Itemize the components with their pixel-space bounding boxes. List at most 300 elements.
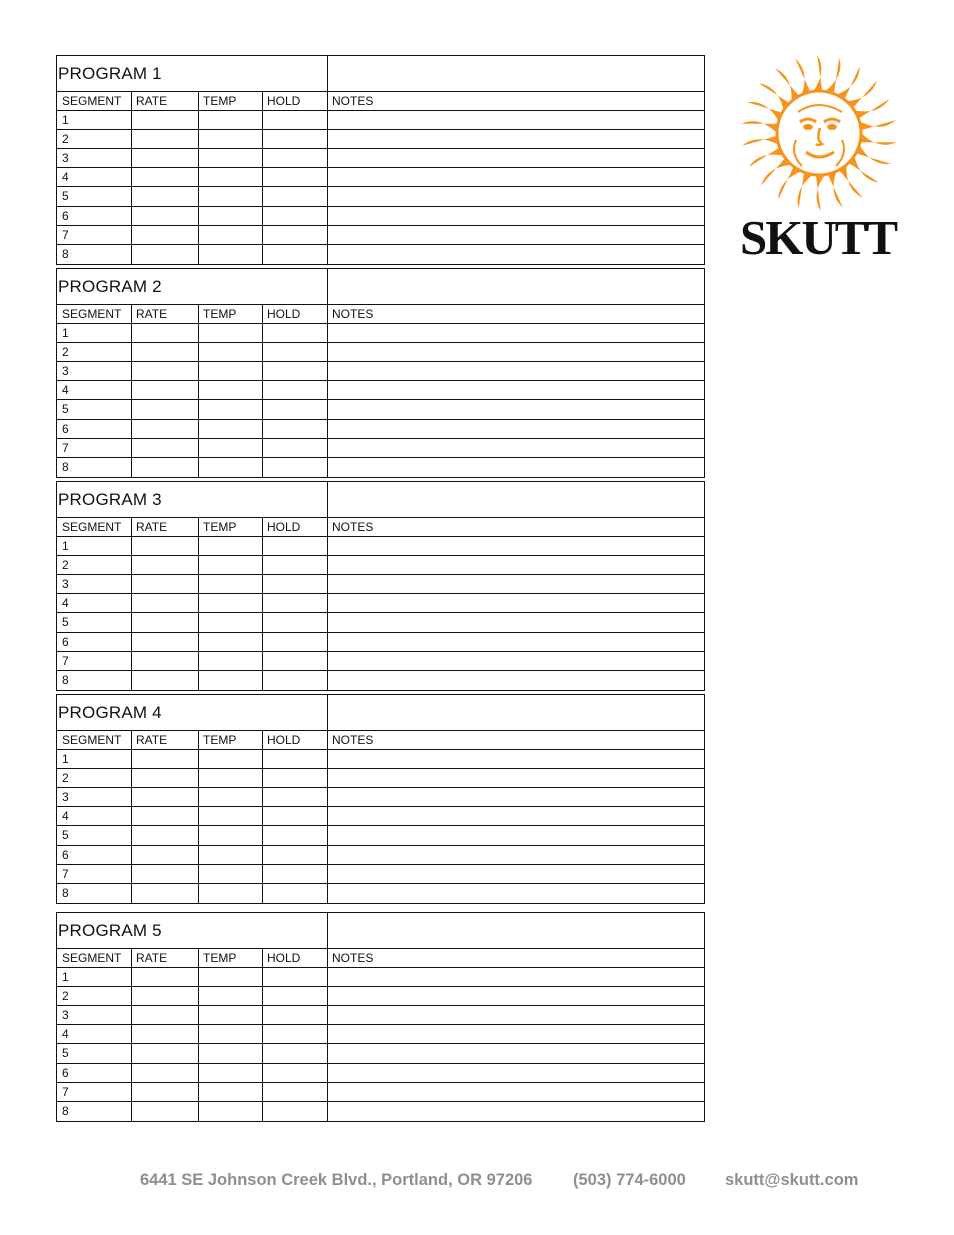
temp-cell[interactable] xyxy=(199,633,263,651)
table-row xyxy=(57,400,704,419)
column-header-temp: TEMP xyxy=(199,949,263,967)
hold-cell[interactable] xyxy=(263,439,328,457)
hold-cell[interactable] xyxy=(263,807,328,825)
notes-cell[interactable] xyxy=(328,1006,704,1024)
rate-cell[interactable] xyxy=(132,671,199,690)
column-header-row xyxy=(57,731,704,750)
notes-cell[interactable] xyxy=(328,575,704,593)
hold-cell[interactable] xyxy=(263,633,328,651)
temp-cell[interactable] xyxy=(199,968,263,986)
notes-cell[interactable] xyxy=(328,381,704,399)
segment-number: 4 xyxy=(57,807,132,825)
segment-number: 6 xyxy=(57,207,132,225)
segment-number: 3 xyxy=(57,362,132,380)
notes-cell[interactable] xyxy=(328,1083,704,1101)
segment-number: 3 xyxy=(57,149,132,167)
footer-contact xyxy=(0,1168,954,1192)
segment-number: 2 xyxy=(57,769,132,787)
table-row xyxy=(57,149,704,168)
program-table xyxy=(56,912,705,1122)
column-header-rate: RATE xyxy=(132,731,199,749)
sun-ray xyxy=(742,136,779,146)
program-title: PROGRAM 4 xyxy=(57,695,328,730)
segment-number: 8 xyxy=(57,884,132,903)
hold-cell[interactable] xyxy=(263,1064,328,1082)
program-table xyxy=(56,694,705,904)
hold-cell[interactable] xyxy=(263,111,328,129)
hold-cell[interactable] xyxy=(263,420,328,438)
notes-cell[interactable] xyxy=(328,149,704,167)
hold-cell[interactable] xyxy=(263,245,328,264)
segment-number: 3 xyxy=(57,575,132,593)
hold-cell[interactable] xyxy=(263,1025,328,1043)
sun-ray xyxy=(749,147,784,167)
sun-ray xyxy=(859,120,896,130)
sun-ray xyxy=(798,172,813,208)
rate-cell[interactable] xyxy=(132,987,199,1005)
hold-cell[interactable] xyxy=(263,826,328,844)
hold-cell[interactable] xyxy=(263,846,328,864)
notes-cell[interactable] xyxy=(328,1064,704,1082)
rate-cell[interactable] xyxy=(132,381,199,399)
program-table xyxy=(56,481,705,691)
segment-number: 1 xyxy=(57,537,132,555)
rate-cell[interactable] xyxy=(132,207,199,225)
table-row xyxy=(57,537,704,556)
temp-cell[interactable] xyxy=(199,769,263,787)
table-row xyxy=(57,613,704,632)
column-header-segment: SEGMENT xyxy=(57,518,132,536)
column-header-hold: HOLD xyxy=(263,731,328,749)
table-row xyxy=(57,788,704,807)
notes-cell[interactable] xyxy=(328,111,704,129)
temp-cell[interactable] xyxy=(199,400,263,418)
rate-cell[interactable] xyxy=(132,168,199,186)
temp-cell[interactable] xyxy=(199,846,263,864)
temp-cell[interactable] xyxy=(199,1083,263,1101)
column-header-row xyxy=(57,92,704,111)
column-header-rate: RATE xyxy=(132,305,199,323)
column-header-rate: RATE xyxy=(132,518,199,536)
temp-cell[interactable] xyxy=(199,671,263,690)
hold-cell[interactable] xyxy=(263,362,328,380)
notes-cell[interactable] xyxy=(328,750,704,768)
rate-cell[interactable] xyxy=(132,807,199,825)
column-header-segment: SEGMENT xyxy=(57,731,132,749)
segment-number: 4 xyxy=(57,168,132,186)
column-header-temp: TEMP xyxy=(199,92,263,110)
hold-cell[interactable] xyxy=(263,788,328,806)
program-header xyxy=(57,695,704,731)
hold-cell[interactable] xyxy=(263,652,328,670)
segment-number: 1 xyxy=(57,750,132,768)
segment-number: 7 xyxy=(57,226,132,244)
temp-cell[interactable] xyxy=(199,111,263,129)
temp-cell[interactable] xyxy=(199,556,263,574)
column-header-hold: HOLD xyxy=(263,518,328,536)
hold-cell[interactable] xyxy=(263,556,328,574)
rate-cell[interactable] xyxy=(132,865,199,883)
segment-number: 6 xyxy=(57,420,132,438)
table-row xyxy=(57,1102,704,1121)
rate-cell[interactable] xyxy=(132,149,199,167)
notes-cell[interactable] xyxy=(328,1025,704,1043)
notes-cell[interactable] xyxy=(328,807,704,825)
column-header-segment: SEGMENT xyxy=(57,305,132,323)
program-name-field[interactable] xyxy=(328,482,704,517)
table-row xyxy=(57,420,704,439)
program-name-field[interactable] xyxy=(328,56,704,91)
segment-number: 2 xyxy=(57,343,132,361)
rate-cell[interactable] xyxy=(132,884,199,903)
notes-cell[interactable] xyxy=(328,537,704,555)
temp-cell[interactable] xyxy=(199,987,263,1005)
column-header-temp: TEMP xyxy=(199,518,263,536)
temp-cell[interactable] xyxy=(199,420,263,438)
rate-cell[interactable] xyxy=(132,343,199,361)
segment-number: 5 xyxy=(57,400,132,418)
notes-cell[interactable] xyxy=(328,439,704,457)
table-row xyxy=(57,556,704,575)
rate-cell[interactable] xyxy=(132,111,199,129)
rate-cell[interactable] xyxy=(132,458,199,477)
hold-cell[interactable] xyxy=(263,1044,328,1062)
rate-cell[interactable] xyxy=(132,400,199,418)
segment-number: 2 xyxy=(57,130,132,148)
rate-cell[interactable] xyxy=(132,226,199,244)
notes-cell[interactable] xyxy=(328,130,704,148)
column-header-row xyxy=(57,305,704,324)
notes-cell[interactable] xyxy=(328,245,704,264)
hold-cell[interactable] xyxy=(263,968,328,986)
sun-ray xyxy=(825,58,840,94)
notes-cell[interactable] xyxy=(328,826,704,844)
column-header-rate: RATE xyxy=(132,92,199,110)
segment-number: 5 xyxy=(57,826,132,844)
table-row xyxy=(57,1064,704,1083)
sun-ray xyxy=(854,99,889,119)
program-header xyxy=(57,913,704,949)
hold-cell[interactable] xyxy=(263,671,328,690)
notes-cell[interactable] xyxy=(328,671,704,690)
segment-number: 5 xyxy=(57,613,132,631)
temp-cell[interactable] xyxy=(199,575,263,593)
rate-cell[interactable] xyxy=(132,594,199,612)
rate-cell[interactable] xyxy=(132,1083,199,1101)
segment-number: 8 xyxy=(57,671,132,690)
table-row xyxy=(57,884,704,903)
segment-number: 5 xyxy=(57,1044,132,1062)
column-header-notes: NOTES xyxy=(332,733,374,747)
rate-cell[interactable] xyxy=(132,420,199,438)
temp-cell[interactable] xyxy=(199,865,263,883)
temp-cell[interactable] xyxy=(199,826,263,844)
column-header-hold: HOLD xyxy=(263,949,328,967)
rate-cell[interactable] xyxy=(132,245,199,264)
temp-cell[interactable] xyxy=(199,130,263,148)
notes-cell[interactable] xyxy=(328,1044,704,1062)
table-row xyxy=(57,245,704,264)
notes-cell[interactable] xyxy=(328,865,704,883)
table-row xyxy=(57,362,704,381)
hold-cell[interactable] xyxy=(263,381,328,399)
notes-cell[interactable] xyxy=(328,769,704,787)
segment-number: 2 xyxy=(57,556,132,574)
notes-cell[interactable] xyxy=(328,324,704,342)
rate-cell[interactable] xyxy=(132,769,199,787)
temp-cell[interactable] xyxy=(199,594,263,612)
notes-cell[interactable] xyxy=(328,400,704,418)
hold-cell[interactable] xyxy=(263,865,328,883)
temp-cell[interactable] xyxy=(199,207,263,225)
table-row xyxy=(57,439,704,458)
segment-number: 6 xyxy=(57,846,132,864)
table-row xyxy=(57,168,704,187)
table-row xyxy=(57,381,704,400)
rate-cell[interactable] xyxy=(132,613,199,631)
notes-cell[interactable] xyxy=(328,633,704,651)
column-header-notes: NOTES xyxy=(332,307,374,321)
temp-cell[interactable] xyxy=(199,537,263,555)
table-row xyxy=(57,968,704,987)
notes-cell[interactable] xyxy=(328,846,704,864)
sun-ray xyxy=(860,133,896,145)
hold-cell[interactable] xyxy=(263,130,328,148)
program-name-field[interactable] xyxy=(328,913,704,948)
segment-number: 6 xyxy=(57,1064,132,1082)
rate-cell[interactable] xyxy=(132,324,199,342)
footer-address: 6441 SE Johnson Creek Blvd., Portland, OR 97206 xyxy=(140,1171,533,1189)
hold-cell[interactable] xyxy=(263,149,328,167)
notes-cell[interactable] xyxy=(328,1102,704,1121)
program-header xyxy=(57,269,704,305)
notes-cell[interactable] xyxy=(328,207,704,225)
program-name-field[interactable] xyxy=(328,269,704,304)
temp-cell[interactable] xyxy=(199,343,263,361)
temp-cell[interactable] xyxy=(199,458,263,477)
column-header-rate: RATE xyxy=(132,949,199,967)
program-title: PROGRAM 1 xyxy=(57,56,328,91)
notes-cell[interactable] xyxy=(328,968,704,986)
table-row xyxy=(57,826,704,845)
hold-cell[interactable] xyxy=(263,594,328,612)
notes-cell[interactable] xyxy=(328,652,704,670)
notes-cell[interactable] xyxy=(328,987,704,1005)
segment-number: 1 xyxy=(57,968,132,986)
hold-cell[interactable] xyxy=(263,750,328,768)
hold-cell[interactable] xyxy=(263,324,328,342)
program-header xyxy=(57,56,704,92)
program-table xyxy=(56,55,705,265)
table-row xyxy=(57,652,704,671)
segment-number: 7 xyxy=(57,439,132,457)
table-row xyxy=(57,987,704,1006)
program-title: PROGRAM 5 xyxy=(57,913,328,948)
hold-cell[interactable] xyxy=(263,458,328,477)
segment-number: 3 xyxy=(57,788,132,806)
sun-ray xyxy=(828,171,843,207)
rate-cell[interactable] xyxy=(132,556,199,574)
segment-number: 6 xyxy=(57,633,132,651)
segment-number: 3 xyxy=(57,1006,132,1024)
table-row xyxy=(57,846,704,865)
temp-cell[interactable] xyxy=(199,884,263,903)
column-header-temp: TEMP xyxy=(199,731,263,749)
temp-cell[interactable] xyxy=(199,1025,263,1043)
notes-cell[interactable] xyxy=(328,226,704,244)
rate-cell[interactable] xyxy=(132,633,199,651)
temp-cell[interactable] xyxy=(199,788,263,806)
table-row xyxy=(57,187,704,206)
segment-number: 7 xyxy=(57,865,132,883)
temp-cell[interactable] xyxy=(199,807,263,825)
hold-cell[interactable] xyxy=(263,1006,328,1024)
table-row xyxy=(57,671,704,690)
segment-number: 1 xyxy=(57,111,132,129)
table-row xyxy=(57,594,704,613)
temp-cell[interactable] xyxy=(199,187,263,205)
column-header-notes: NOTES xyxy=(332,520,374,534)
segment-number: 8 xyxy=(57,245,132,264)
temp-cell[interactable] xyxy=(199,652,263,670)
table-row xyxy=(57,130,704,149)
hold-cell[interactable] xyxy=(263,168,328,186)
footer-phone: (503) 774-6000 xyxy=(573,1171,686,1189)
segment-number: 1 xyxy=(57,324,132,342)
rate-cell[interactable] xyxy=(132,788,199,806)
sun-ray xyxy=(816,175,825,211)
hold-cell[interactable] xyxy=(263,769,328,787)
column-header-hold: HOLD xyxy=(263,92,328,110)
rate-cell[interactable] xyxy=(132,1044,199,1062)
temp-cell[interactable] xyxy=(199,1044,263,1062)
segment-number: 7 xyxy=(57,1083,132,1101)
temp-cell[interactable] xyxy=(199,750,263,768)
table-row xyxy=(57,769,704,788)
temp-cell[interactable] xyxy=(199,613,263,631)
segment-number: 2 xyxy=(57,987,132,1005)
column-header-row xyxy=(57,949,704,968)
rate-cell[interactable] xyxy=(132,537,199,555)
table-row xyxy=(57,750,704,769)
segment-number: 4 xyxy=(57,1025,132,1043)
rate-cell[interactable] xyxy=(132,750,199,768)
program-title: PROGRAM 3 xyxy=(57,482,328,517)
table-row xyxy=(57,575,704,594)
hold-cell[interactable] xyxy=(263,187,328,205)
table-row xyxy=(57,226,704,245)
rate-cell[interactable] xyxy=(132,846,199,864)
table-row xyxy=(57,324,704,343)
rate-cell[interactable] xyxy=(132,652,199,670)
temp-cell[interactable] xyxy=(199,362,263,380)
notes-cell[interactable] xyxy=(328,594,704,612)
rate-cell[interactable] xyxy=(132,1025,199,1043)
hold-cell[interactable] xyxy=(263,884,328,903)
column-header-row xyxy=(57,518,704,537)
notes-cell[interactable] xyxy=(328,362,704,380)
hold-cell[interactable] xyxy=(263,400,328,418)
program-header xyxy=(57,482,704,518)
segment-number: 8 xyxy=(57,1102,132,1121)
sun-ray xyxy=(856,145,891,164)
sun-face-icon xyxy=(738,52,900,214)
notes-cell[interactable] xyxy=(328,187,704,205)
rate-cell[interactable] xyxy=(132,130,199,148)
hold-cell[interactable] xyxy=(263,537,328,555)
rate-cell[interactable] xyxy=(132,362,199,380)
temp-cell[interactable] xyxy=(199,1006,263,1024)
hold-cell[interactable] xyxy=(263,207,328,225)
notes-cell[interactable] xyxy=(328,343,704,361)
column-header-segment: SEGMENT xyxy=(57,949,132,967)
temp-cell[interactable] xyxy=(199,226,263,244)
hold-cell[interactable] xyxy=(263,987,328,1005)
rate-cell[interactable] xyxy=(132,1064,199,1082)
table-row xyxy=(57,111,704,130)
table-row xyxy=(57,865,704,884)
segment-number: 4 xyxy=(57,381,132,399)
hold-cell[interactable] xyxy=(263,613,328,631)
temp-cell[interactable] xyxy=(199,1102,263,1121)
temp-cell[interactable] xyxy=(199,245,263,264)
temp-cell[interactable] xyxy=(199,168,263,186)
hold-cell[interactable] xyxy=(263,1083,328,1101)
notes-cell[interactable] xyxy=(328,556,704,574)
table-row xyxy=(57,1044,704,1063)
segment-number: 8 xyxy=(57,458,132,477)
table-row xyxy=(57,458,704,477)
table-row xyxy=(57,343,704,362)
temp-cell[interactable] xyxy=(199,439,263,457)
notes-cell[interactable] xyxy=(328,884,704,903)
hold-cell[interactable] xyxy=(263,343,328,361)
sun-ray xyxy=(778,167,801,200)
rate-cell[interactable] xyxy=(132,968,199,986)
hold-cell[interactable] xyxy=(263,575,328,593)
notes-cell[interactable] xyxy=(328,168,704,186)
sun-ray xyxy=(795,59,810,95)
rate-cell[interactable] xyxy=(132,1102,199,1121)
rate-cell[interactable] xyxy=(132,187,199,205)
temp-cell[interactable] xyxy=(199,149,263,167)
temp-cell[interactable] xyxy=(199,1064,263,1082)
sun-ray xyxy=(813,55,822,91)
column-header-segment: SEGMENT xyxy=(57,92,132,110)
temp-cell[interactable] xyxy=(199,381,263,399)
table-row xyxy=(57,1006,704,1025)
hold-cell[interactable] xyxy=(263,226,328,244)
notes-cell[interactable] xyxy=(328,788,704,806)
program-name-field[interactable] xyxy=(328,695,704,730)
column-header-hold: HOLD xyxy=(263,305,328,323)
rate-cell[interactable] xyxy=(132,1006,199,1024)
notes-cell[interactable] xyxy=(328,420,704,438)
temp-cell[interactable] xyxy=(199,324,263,342)
hold-cell[interactable] xyxy=(263,1102,328,1121)
notes-cell[interactable] xyxy=(328,613,704,631)
table-row xyxy=(57,807,704,826)
rate-cell[interactable] xyxy=(132,439,199,457)
rate-cell[interactable] xyxy=(132,826,199,844)
column-header-notes: NOTES xyxy=(332,94,374,108)
footer-email[interactable]: skutt@skutt.com xyxy=(725,1171,859,1189)
sun-ray xyxy=(742,121,778,133)
segment-number: 4 xyxy=(57,594,132,612)
rate-cell[interactable] xyxy=(132,575,199,593)
notes-cell[interactable] xyxy=(328,458,704,477)
table-row xyxy=(57,207,704,226)
